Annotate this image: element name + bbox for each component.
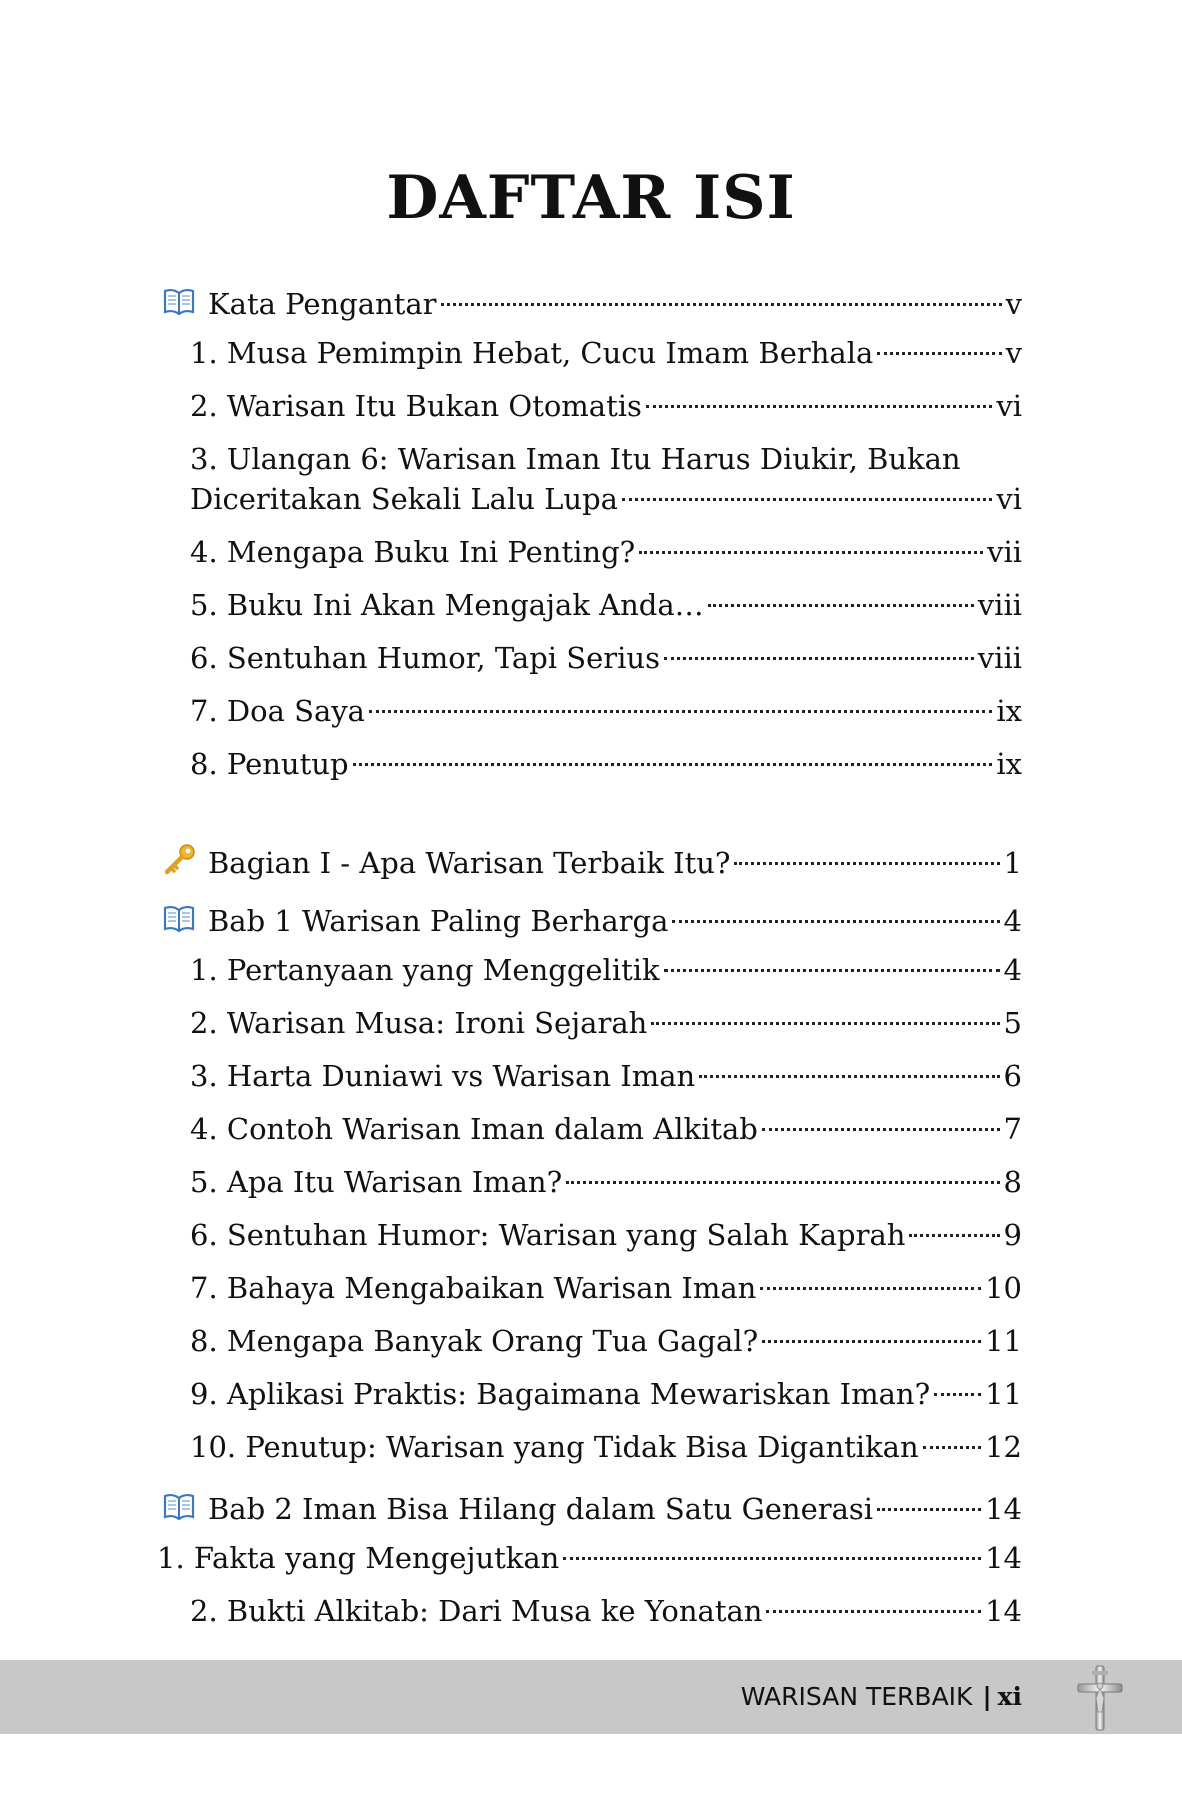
toc-entry-label: 2. Bukti Alkitab: Dari Musa ke Yonatan: [190, 1594, 763, 1628]
key-icon: [162, 843, 196, 877]
toc-entry[interactable]: [190, 1321, 1022, 1361]
toc-entry-label: 2. Warisan Musa: Ironi Sejarah: [190, 1006, 648, 1040]
page-title: DAFTAR ISI: [386, 163, 796, 233]
page-number: xi: [997, 1682, 1022, 1711]
toc-entry-label: 10. Penutup: Warisan yang Tidak Bisa Digantikan: [190, 1430, 919, 1464]
toc-entry-first-line[interactable]: [190, 439, 1022, 479]
dot-leader: [664, 969, 1000, 972]
toc-entry-page: 12: [985, 1430, 1022, 1464]
toc-part-entry[interactable]: [162, 839, 1022, 883]
toc-entry[interactable]: [190, 1427, 1022, 1467]
book-icon: [162, 901, 196, 935]
toc-entry-page: ix: [996, 747, 1022, 781]
toc-entry-page: 7: [1003, 1112, 1022, 1146]
toc-entry[interactable]: [190, 638, 1022, 678]
toc-entry-page: 8: [1003, 1165, 1022, 1199]
running-footer: [741, 1680, 1022, 1714]
dot-leader: [646, 405, 992, 408]
dot-leader: [566, 1181, 999, 1184]
toc-entry-page: 5: [1003, 1006, 1022, 1040]
toc-entry-page: viii: [977, 641, 1022, 675]
toc-entry[interactable]: [190, 1109, 1022, 1149]
toc-entry-label: 1. Pertanyaan yang Menggelitik: [190, 953, 660, 987]
toc-entry-label: 1. Fakta yang Mengejutkan: [157, 1541, 560, 1575]
toc-entry[interactable]: [190, 1591, 1022, 1631]
toc-entry[interactable]: [190, 386, 1022, 426]
toc-entry-page: 10: [985, 1271, 1022, 1305]
dot-leader: [369, 710, 992, 713]
toc-entry[interactable]: [190, 1374, 1022, 1414]
toc-entry-page: 14: [985, 1492, 1022, 1526]
dot-leader: [672, 920, 999, 923]
dot-leader: [909, 1234, 999, 1237]
toc-entry[interactable]: [162, 280, 1022, 324]
toc-entry-page: viii: [977, 588, 1022, 622]
toc-entry[interactable]: [190, 1003, 1022, 1043]
book-icon: [162, 284, 196, 318]
toc-entry-page: vii: [987, 535, 1022, 569]
toc-entry-label: 1. Musa Pemimpin Hebat, Cucu Imam Berhala: [190, 336, 874, 370]
toc-entry-label: 5. Apa Itu Warisan Iman?: [190, 1165, 563, 1199]
toc-entry[interactable]: [190, 532, 1022, 572]
cross-icon: [1072, 1664, 1128, 1732]
toc-entry-page: ix: [996, 694, 1022, 728]
toc-entry-page: 11: [985, 1377, 1022, 1411]
dot-leader: [651, 1022, 999, 1025]
toc-entry-label: 7. Doa Saya: [190, 694, 365, 728]
toc-entry-label: 5. Buku Ini Akan Mengajak Anda…: [190, 588, 704, 622]
toc-entry-page: 1: [1003, 846, 1022, 880]
toc-entry[interactable]: [190, 479, 1022, 519]
toc-entry-label: 6. Sentuhan Humor, Tapi Serius: [190, 641, 660, 675]
toc-entry-label: Bab 1 Warisan Paling Berharga: [208, 904, 669, 938]
footer-separator: |: [982, 1682, 992, 1711]
toc-entry-page: 9: [1003, 1218, 1022, 1252]
toc-entry-page: 14: [985, 1594, 1022, 1628]
toc-entry-label: 6. Sentuhan Humor: Warisan yang Salah Kaprah: [190, 1218, 906, 1252]
book-title: WARISAN TERBAIK: [740, 1682, 973, 1711]
toc-entry-label: 8. Penutup: [190, 747, 349, 781]
toc-entry[interactable]: [190, 950, 1022, 990]
toc-entry-label: 4. Mengapa Buku Ini Penting?: [190, 535, 636, 569]
dot-leader: [639, 551, 983, 554]
toc-entry[interactable]: [190, 691, 1022, 731]
toc-entry-page: 6: [1003, 1059, 1022, 1093]
dot-leader: [877, 352, 1001, 355]
dot-leader: [923, 1446, 981, 1449]
toc-entry-label: 7. Bahaya Mengabaikan Warisan Iman: [190, 1271, 757, 1305]
toc-entry-label: 2. Warisan Itu Bukan Otomatis: [190, 389, 642, 423]
book-icon: [162, 1489, 196, 1523]
toc-entry[interactable]: [190, 1162, 1022, 1202]
toc-entry[interactable]: [190, 333, 1022, 373]
dot-leader: [563, 1557, 981, 1560]
dot-leader: [441, 303, 1002, 306]
dot-leader: [877, 1508, 981, 1511]
toc-entry-label: Bab 2 Iman Bisa Hilang dalam Satu Generasi: [208, 1492, 874, 1526]
toc-entry-label: Kata Pengantar: [208, 287, 437, 321]
dot-leader: [760, 1287, 981, 1290]
dot-leader: [622, 498, 992, 501]
toc-entry-label: Diceritakan Sekali Lalu Lupa: [190, 482, 618, 516]
dot-leader: [734, 862, 999, 865]
dot-leader: [708, 604, 974, 607]
toc-entry[interactable]: [190, 1056, 1022, 1096]
toc-entry-page: vi: [996, 389, 1022, 423]
dot-leader: [762, 1340, 981, 1343]
dot-leader: [353, 763, 993, 766]
toc-entry-label: 4. Contoh Warisan Iman dalam Alkitab: [190, 1112, 758, 1146]
toc-entry-label: Bagian I - Apa Warisan Terbaik Itu?: [208, 846, 731, 880]
toc-entry-page: 4: [1003, 904, 1022, 938]
toc-entry-label: 3. Ulangan 6: Warisan Iman Itu Harus Diukir, Bukan: [190, 442, 961, 476]
toc-entry-label: 8. Mengapa Banyak Orang Tua Gagal?: [190, 1324, 759, 1358]
toc-chapter-entry[interactable]: [162, 897, 1022, 941]
toc-entry[interactable]: [190, 1268, 1022, 1308]
toc-entry[interactable]: [157, 1538, 1022, 1578]
dot-leader: [766, 1610, 981, 1613]
toc-entry-page: 14: [985, 1541, 1022, 1575]
toc-entry[interactable]: [190, 744, 1022, 784]
dot-leader: [664, 657, 974, 660]
dot-leader: [699, 1075, 999, 1078]
toc-entry-page: v: [1005, 336, 1022, 370]
toc-entry-page: 11: [985, 1324, 1022, 1358]
dot-leader: [762, 1128, 1000, 1131]
toc-entry-page: 4: [1003, 953, 1022, 987]
toc-entry-page: v: [1005, 287, 1022, 321]
toc-entry[interactable]: [190, 1215, 1022, 1255]
page-footer: [0, 1660, 1182, 1734]
toc-entry-label: 9. Aplikasi Praktis: Bagaimana Mewariskan Iman?: [190, 1377, 931, 1411]
toc-chapter-entry[interactable]: [162, 1485, 1022, 1529]
toc-entry-label: 3. Harta Duniawi vs Warisan Iman: [190, 1059, 696, 1093]
dot-leader: [934, 1393, 981, 1396]
toc-entry[interactable]: [190, 585, 1022, 625]
toc-entry-page: vi: [996, 482, 1022, 516]
